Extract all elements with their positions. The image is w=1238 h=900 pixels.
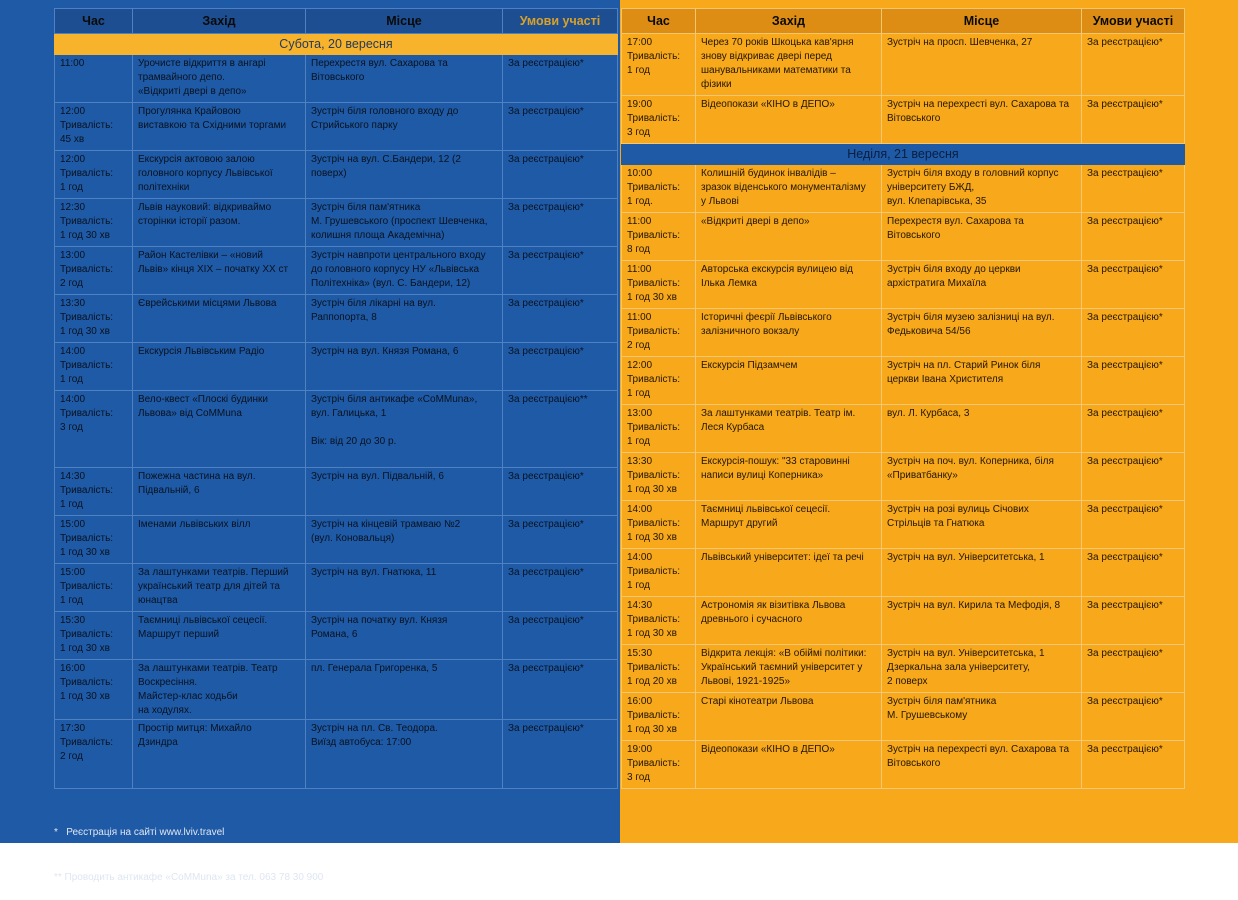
conditions-cell: За реєстрацією* [503,516,618,564]
conditions-cell: За реєстрацією* [503,660,618,720]
time-cell: 16:00 Тривалість: 1 год 30 хв [622,693,696,741]
place-cell: вул. Л. Курбаса, 3 [882,405,1082,453]
time-cell: 19:00 Тривалість: 3 год [622,96,696,144]
table-row [622,213,1185,261]
place-cell: Зустріч на кінцевій трамваю №2 (вул. Коновальця) [306,516,503,564]
place-cell: Зустріч на вул. Гнатюка, 11 [306,564,503,612]
place-cell: Зустріч на перехресті вул. Сахарова та Вітовського [882,741,1082,789]
table-row [55,564,618,612]
table-row [55,720,618,789]
event-cell: Львів науковий: відкриваймо сторінки історії разом. [133,199,306,247]
time-cell: 13:00 Тривалість: 2 год [55,247,133,295]
table-row [622,645,1185,693]
place-cell: Зустріч на вул. Університетська, 1 [882,549,1082,597]
event-cell: Екскурсія-пошук: "33 старовинні написи вулиці Коперника» [696,453,882,501]
place-cell: Зустріч на пл. Св. Теодора. Виїзд автобуса: 17:00 [306,720,503,789]
event-cell: Іменами львівських вілл [133,516,306,564]
place-cell: Зустріч біля музею залізниці на вул. Федьковича 54/56 [882,309,1082,357]
table-row [622,261,1185,309]
time-cell: 12:00 Тривалість: 1 год [55,151,133,199]
table-row [622,501,1185,549]
table-header [55,9,618,34]
event-cell: Прогулянка Крайовою виставкою та Східними торгами [133,103,306,151]
time-cell: 12:00 Тривалість: 1 год [622,357,696,405]
place-cell: Зустріч біля лікарні на вул. Раппопорта, 8 [306,295,503,343]
event-cell: Через 70 років Шкоцька кав'ярня знову відкриває двері перед шанувальниками математики та фізики [696,34,882,96]
place-cell: Зустріч на просп. Шевченка, 27 [882,34,1082,96]
conditions-column-header: Умови участі [503,9,618,34]
time-column-header: Час [55,9,133,34]
event-cell: Таємниці львівської сецесії. Маршрут перший [133,612,306,660]
event-cell: Екскурсія Львівським Радіо [133,343,306,391]
event-cell: Старі кінотеатри Львова [696,693,882,741]
table-row [55,55,618,103]
conditions-cell: За реєстрацією* [503,103,618,151]
time-cell: 14:00 Тривалість: 1 год [622,549,696,597]
event-cell: Простір митця: Михайло Дзиндра [133,720,306,789]
table-row [622,165,1185,213]
time-cell: 13:30 Тривалість: 1 год 30 хв [622,453,696,501]
conditions-cell: За реєстрацією* [503,468,618,516]
place-cell: Зустріч на розі вулиць Січових Стрільців та Гнатюка [882,501,1082,549]
table-row [622,741,1185,789]
event-cell: Відеопокази «КІНО в ДЕПО» [696,96,882,144]
event-cell: Відеопокази «КІНО в ДЕПО» [696,741,882,789]
event-cell: Єврейськими місцями Львова [133,295,306,343]
time-cell: 15:00 Тривалість: 1 год [55,564,133,612]
time-cell: 11:00 Тривалість: 8 год [622,213,696,261]
saturday-day-row [55,34,618,55]
footnote-communa: ** Проводить антикафе «CoMMuna» за тел. 063 78 30 900 [54,872,324,883]
table-row [55,468,618,516]
time-cell: 11:00 Тривалість: 2 год [622,309,696,357]
conditions-cell: За реєстрацією* [503,612,618,660]
time-cell: 16:00 Тривалість: 1 год 30 хв [55,660,133,720]
conditions-cell: За реєстрацією* [503,55,618,103]
place-cell: Зустріч на вул. Князя Романа, 6 [306,343,503,391]
place-cell: Зустріч біля входу до церкви архістратига Михаїла [882,261,1082,309]
time-cell: 14:00 Тривалість: 1 год 30 хв [622,501,696,549]
time-cell: 14:30 Тривалість: 1 год [55,468,133,516]
place-cell: Перехрестя вул. Сахарова та Вітовського [882,213,1082,261]
conditions-cell: За реєстрацією* [1082,597,1185,645]
time-cell: 17:30 Тривалість: 2 год [55,720,133,789]
place-cell: Зустріч навпроти центрального входу до головного корпусу НУ «Львівська Політехніка» (вул. С. Бандери, 12) [306,247,503,295]
table-header [622,9,1185,34]
sunday-schedule-table [621,8,1185,789]
time-cell: 17:00 Тривалість: 1 год [622,34,696,96]
table-row [622,693,1185,741]
conditions-cell: За реєстрацією* [1082,357,1185,405]
event-cell: Таємниці львівської сецесії. Маршрут другий [696,501,882,549]
table-row [622,549,1185,597]
place-cell: Зустріч біля пам'ятника М. Грушевському [882,693,1082,741]
day-heading: Неділя, 21 вересня [622,144,1185,165]
time-cell: 13:30 Тривалість: 1 год 30 хв [55,295,133,343]
conditions-cell: За реєстрацією* [1082,549,1185,597]
place-cell: Зустріч на вул. Університетська, 1 Дзеркальна зала університету, 2 поверх [882,645,1082,693]
conditions-cell: За реєстрацією* [1082,405,1185,453]
place-cell: Зустріч на вул. Підвальній, 6 [306,468,503,516]
place-cell: Зустріч біля антикафе «CoMMuna», вул. Галицька, 1 Вік: від 20 до 30 р. [306,391,503,468]
time-cell: 12:00 Тривалість: 45 хв [55,103,133,151]
conditions-cell: За реєстрацією* [1082,453,1185,501]
event-cell: За лаштунками театрів. Театр Воскресіння. Майстер-клас ходьби на ходулях. [133,660,306,720]
conditions-cell: За реєстрацією* [1082,96,1185,144]
event-cell: «Відкриті двері в депо» [696,213,882,261]
table-row [55,151,618,199]
event-cell: Район Кастелівки – «новий Львів» кінця ХІХ – початку ХХ ст [133,247,306,295]
time-cell: 11:00 Тривалість: 1 год 30 хв [622,261,696,309]
event-cell: Відкрита лекція: «В обіймі політики: Український таємний університет у Львові, 1921-1925» [696,645,882,693]
conditions-cell: За реєстрацією* [503,343,618,391]
conditions-cell: За реєстрацією* [1082,165,1185,213]
conditions-cell: За реєстрацією* [1082,501,1185,549]
time-cell: 19:00 Тривалість: 3 год [622,741,696,789]
conditions-column-header: Умови участі [1082,9,1185,34]
time-cell: 15:00 Тривалість: 1 год 30 хв [55,516,133,564]
time-cell: 15:30 Тривалість: 1 год 30 хв [55,612,133,660]
conditions-cell: За реєстрацією** [503,391,618,468]
time-cell: 14:00 Тривалість: 1 год [55,343,133,391]
place-cell: Зустріч біля головного входу до Стрийського парку [306,103,503,151]
table-row [55,391,618,468]
time-cell: 14:00 Тривалість: 3 год [55,391,133,468]
place-cell: Зустріч на поч. вул. Коперника, біля «Приватбанку» [882,453,1082,501]
time-cell: 10:00 Тривалість: 1 год. [622,165,696,213]
event-cell: Урочисте відкриття в ангарі трамвайного депо. «Відкриті двері в депо» [133,55,306,103]
footnotes [54,795,323,900]
place-cell: пл. Генерала Григоренка, 5 [306,660,503,720]
conditions-cell: За реєстрацією* [503,720,618,789]
place-cell: Зустріч на вул. Кирила та Мефодія, 8 [882,597,1082,645]
event-cell: Історичні феєрії Львівського залізничного вокзалу [696,309,882,357]
table-row [55,612,618,660]
conditions-cell: За реєстрацією* [1082,741,1185,789]
conditions-cell: За реєстрацією* [503,247,618,295]
event-cell: Колишній будинок інвалідів – зразок віденського монументалізму у Львові [696,165,882,213]
table-row [622,96,1185,144]
conditions-cell: За реєстрацією* [503,151,618,199]
place-cell: Зустріч біля пам'ятника М. Грушевського (проспект Шевченка, колишня площа Академічна) [306,199,503,247]
time-cell: 12:30 Тривалість: 1 год 30 хв [55,199,133,247]
event-cell: Астрономія як візитівка Львова древнього і сучасного [696,597,882,645]
conditions-cell: За реєстрацією* [503,295,618,343]
conditions-cell: За реєстрацією* [1082,645,1185,693]
event-cell: Пожежна частина на вул. Підвальній, 6 [133,468,306,516]
conditions-cell: За реєстрацією* [1082,693,1185,741]
place-cell: Зустріч на пл. Старий Ринок біля церкви Івана Христителя [882,357,1082,405]
place-cell: Зустріч на вул. С.Бандери, 12 (2 поверх) [306,151,503,199]
day-heading: Субота, 20 вересня [55,34,618,55]
time-cell: 14:30 Тривалість: 1 год 30 хв [622,597,696,645]
table-row [622,34,1185,96]
conditions-cell: За реєстрацією* [503,564,618,612]
place-cell: Зустріч біля входу в головний корпус університету БЖД, вул. Клепарівська, 35 [882,165,1082,213]
sunday-day-row [622,144,1185,165]
place-column-header: Місце [306,9,503,34]
place-cell: Зустріч на початку вул. Князя Романа, 6 [306,612,503,660]
table-row [622,357,1185,405]
conditions-cell: За реєстрацією* [1082,34,1185,96]
event-cell: За лаштунками театрів. Перший український театр для дітей та юнацтва [133,564,306,612]
table-row [55,660,618,720]
event-cell: Авторська екскурсія вулицею від Ілька Лемка [696,261,882,309]
table-row [622,597,1185,645]
saturday-schedule-table [54,8,618,789]
table-row [55,199,618,247]
conditions-cell: За реєстрацією* [1082,309,1185,357]
time-cell: 13:00 Тривалість: 1 год [622,405,696,453]
place-cell: Перехрестя вул. Сахарова та Вітовського [306,55,503,103]
table-row [55,103,618,151]
footnote-registration: * Реєстрація на сайті www.lviv.travel [54,827,225,838]
conditions-cell: За реєстрацією* [1082,261,1185,309]
table-row [622,453,1185,501]
time-column-header: Час [622,9,696,34]
event-column-header: Захід [696,9,882,34]
event-cell: Вело-квест «Плоскі будинки Львова» від CoMMuna [133,391,306,468]
event-cell: За лаштунками театрів. Театр ім. Леся Курбаса [696,405,882,453]
place-cell: Зустріч на перехресті вул. Сахарова та Вітовського [882,96,1082,144]
time-cell: 15:30 Тривалість: 1 год 20 хв [622,645,696,693]
table-row [55,343,618,391]
event-column-header: Захід [133,9,306,34]
event-cell: Екскурсія актовою залою головного корпусу Львівської політехніки [133,151,306,199]
conditions-cell: За реєстрацією* [503,199,618,247]
time-cell: 11:00 [55,55,133,103]
conditions-cell: За реєстрацією* [1082,213,1185,261]
table-row [55,247,618,295]
table-row [55,295,618,343]
table-row [622,309,1185,357]
event-cell: Екскурсія Підзамчем [696,357,882,405]
table-row [622,405,1185,453]
place-column-header: Місце [882,9,1082,34]
event-cell: Львівський університет: ідеї та речі [696,549,882,597]
table-row [55,516,618,564]
